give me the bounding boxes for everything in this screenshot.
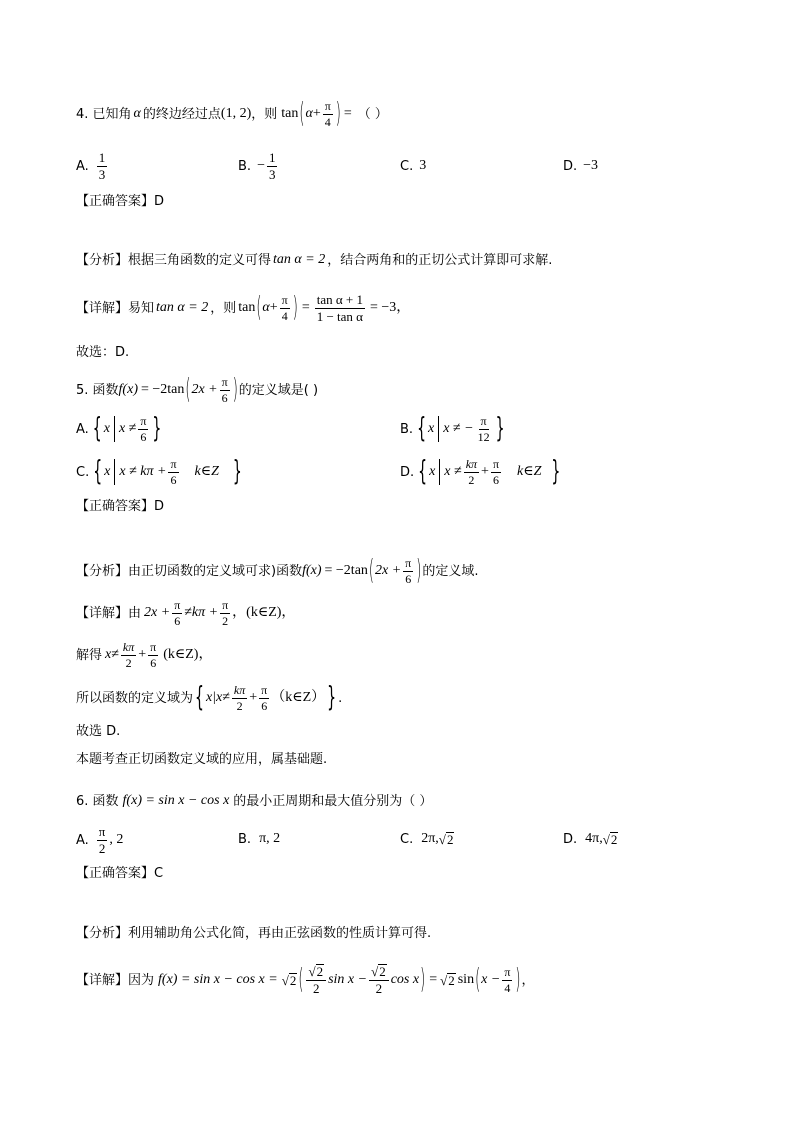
- q5-option-d: D. { x x ≠ $\frac{k\pi}{2}$ + $\frac{\pi}{6}$ k∈Z }: [400, 456, 561, 488]
- alpha-symbol: α: [305, 106, 313, 121]
- q4-detail: 【详解】易知 tan α = 2 ，则 tan ( α + $\frac{\pi}{4}$ ) = $\frac{\text{tan α + 1}}{\text{1 − tan α}}$ = −3，: [76, 291, 411, 324]
- q5-solve: 解得 x≠ $\frac{k\pi}{2}$ + $\frac{\pi}{6}$ (k∈Z)，: [76, 639, 213, 670]
- pi-over-six: $\frac{\pi}{6}$: [221, 374, 228, 405]
- q6-option-b: B. π, 2: [238, 831, 281, 847]
- alpha-symbol: α: [133, 106, 141, 121]
- q5-note: 本题考查正切函数定义域的应用，属基础题.: [76, 752, 328, 767]
- q4-option-b: B. − $\frac{1}{3}$: [238, 149, 276, 182]
- left-paren: (: [299, 98, 305, 130]
- q4-point: (1, 2): [220, 106, 252, 121]
- right-paren: ): [292, 292, 298, 324]
- q4-stem: [76, 98, 388, 130]
- plus-sign: +: [312, 106, 321, 121]
- q5-analysis: 【分析】由正切函数的定义域可求)函数 f(x) = −2tan ( 2x + $\frac{\pi}{6}$ ) 的定义域.: [76, 555, 479, 587]
- q6-option-d: D. 4π, √ 2: [563, 831, 618, 847]
- q6-detail: 【详解】因为 f(x) = sin x − cos x = √ 2 ( √ 2 2 sin x − √ 2 2 cos x ) = √ 2 sin ( x − $\frac{\pi}{4}$ ) ，: [76, 964, 535, 996]
- q4-answer: 【正确答案】D: [76, 194, 165, 209]
- fraction: $\frac{1}{3}$: [98, 149, 106, 182]
- tan-sum-fraction: $\frac{\text{tan α + 1}}{\text{1 − tan α}}$: [316, 291, 363, 324]
- answer-blank: （ ）: [357, 106, 388, 122]
- sqrt-two: √ 2: [602, 832, 618, 847]
- pi-over-four: $\frac{\pi}{4}$: [324, 98, 331, 129]
- q6-stem: 6. 函数 f(x) = sin x − cos x 的最小正周期和最大值分别为（ ）: [76, 793, 433, 809]
- tan-function: tan: [281, 106, 299, 121]
- q4-option-a: A. $\frac{1}{3}$: [76, 149, 106, 182]
- q5-option-a: A. { x x ≠ $\frac{\pi}{6}$ }: [76, 413, 162, 445]
- pi-over-four: $\frac{\pi}{4}$: [281, 292, 288, 323]
- q6-answer: 【正确答案】C: [76, 866, 164, 881]
- q4-stem-b: 的终边经过点: [142, 106, 221, 122]
- left-paren: (: [256, 292, 262, 324]
- fraction: $\frac{1}{3}$: [268, 149, 276, 182]
- sqrt-two: √ 2: [438, 832, 454, 847]
- q5-answer: 【正确答案】D: [76, 499, 165, 514]
- q5-detail: 【详解】由 2x + $\frac{\pi}{6}$ ≠kπ + $\frac{\pi}{2}$ ，(k∈Z)，: [76, 597, 296, 628]
- equals-sign: =: [343, 106, 352, 121]
- q5-conclusion: 故选 D.: [76, 724, 121, 739]
- q4-analysis: 【分析】根据三角函数的定义可得 tan α = 2 ，结合两角和的正切公式计算即可求解.: [76, 252, 553, 268]
- q4-option-c: C. 3: [400, 158, 427, 174]
- q4-conclusion: 故选：D.: [76, 345, 130, 360]
- q4-option-d: D. −3: [563, 158, 599, 174]
- right-paren: ): [335, 98, 341, 130]
- q5-option-c: C. { x x ≠ kπ + $\frac{\pi}{6}$ k∈Z }: [76, 456, 242, 488]
- q4-stem-a: 4. 已知角: [76, 106, 132, 122]
- q6-option-a: A. $\frac{\pi}{2}$ , 2: [76, 823, 124, 856]
- q6-analysis: 【分析】利用辅助角公式化简，再由正弦函数的性质计算可得.: [76, 926, 432, 941]
- q6-option-c: C. 2π, √ 2: [400, 831, 454, 847]
- q5-option-b: B. { x x ≠ − $\frac{\pi}{12}$ }: [400, 413, 505, 445]
- q5-stem: 5. 函数 f(x) = −2tan ( 2x + $\frac{\pi}{6}$ ) 的定义域是( ): [76, 374, 319, 406]
- q5-domain: 所以函数的定义域为 { x|x≠ $\frac{k\pi}{2}$ + $\frac{\pi}{6}$ （k∈Z） } .: [76, 682, 343, 714]
- q4-stem-c: ，则: [251, 106, 278, 122]
